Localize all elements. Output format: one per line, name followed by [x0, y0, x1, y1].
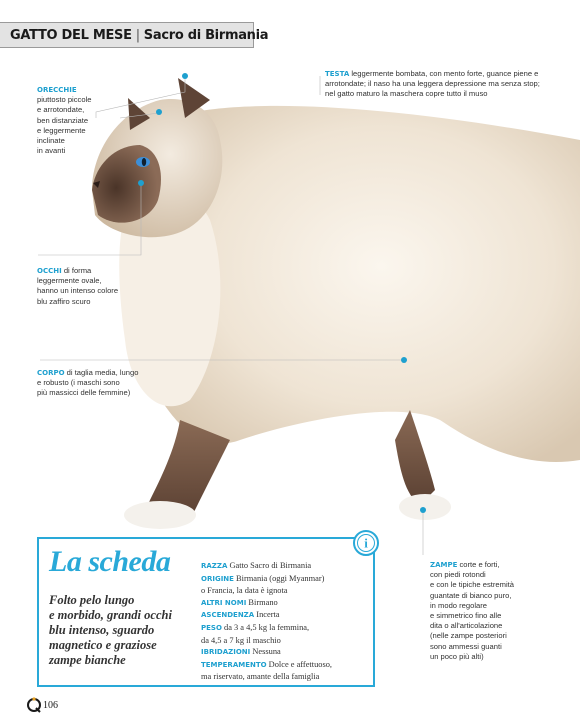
- header-category: GATTO DEL MESE: [10, 27, 132, 43]
- annotation-corpo: [37, 368, 167, 399]
- info-icon-glyph: i: [364, 535, 368, 551]
- spec-row-peso-cont: da 4,5 a 7 kg il maschio: [201, 635, 281, 645]
- spec-row-altri-nomi: [201, 597, 371, 610]
- annotation-occhi-line: blu zaffiro scuro: [37, 296, 91, 306]
- annotation-zampe-line: dita o all'articolazione: [430, 621, 503, 631]
- tagline-line: magnetico e graziose: [49, 638, 157, 652]
- page-footer: [26, 697, 58, 713]
- spec-row-origine-cont: o Francia, la data è ignota: [201, 586, 288, 596]
- spec-value: Birmania (oggi Myanmar): [233, 573, 325, 583]
- annotation-occhi-first: di forma: [61, 266, 92, 275]
- spec-row-temperamento-cont: ma riservato, amante della famiglia: [201, 672, 320, 682]
- spec-label: PESO: [201, 623, 222, 632]
- scheda-specs: [201, 560, 371, 683]
- annotation-orecchie-line: e arrotondate,: [37, 105, 85, 115]
- spec-row-razza: [201, 560, 371, 573]
- annotation-zampe: [430, 560, 555, 662]
- page-number: 106: [43, 699, 58, 711]
- spec-value: Birmano: [246, 597, 278, 607]
- spec-label: ORIGINE: [201, 574, 234, 583]
- annotation-orecchie-line: inclinate: [37, 136, 65, 146]
- scheda-title: La scheda: [49, 545, 171, 578]
- annotation-zampe-line: in modo regolare: [430, 600, 487, 610]
- spec-label: IBRIDAZIONI: [201, 648, 251, 657]
- annotation-testa-text: leggermente bombata, con mento forte, guance piene e arrotondate; il naso ha una leggera depressione ma senza stop; nel gatto maturo la maschera copre tutto il muso: [325, 69, 540, 99]
- tagline-line: blu intenso, sguardo: [49, 623, 155, 637]
- spec-value: Nessuna: [250, 647, 281, 657]
- spec-row-temperamento: [201, 659, 371, 672]
- annotation-corpo-line: e robusto (i maschi sono: [37, 378, 120, 388]
- annotation-zampe-line: guantate di bianco puro,: [430, 590, 512, 600]
- annotation-corpo-key: CORPO: [37, 369, 65, 377]
- tagline-line: zampe bianche: [49, 653, 126, 667]
- annotation-occhi-key: OCCHI: [37, 267, 62, 275]
- annotation-zampe-line: e con le tipiche estremità: [430, 580, 514, 590]
- annotation-orecchie: [37, 85, 137, 156]
- annotation-orecchie-key: ORECCHIE: [37, 86, 77, 94]
- annotation-corpo-first: di taglia media, lungo: [64, 368, 139, 377]
- header-title: Sacro di Birmania: [143, 27, 269, 43]
- spec-label: RAZZA: [201, 562, 228, 570]
- spec-row-peso: [201, 622, 371, 635]
- spec-value: Incerta: [254, 610, 280, 620]
- annotation-occhi: [37, 266, 157, 307]
- spec-label: TEMPERAMENTO: [201, 660, 267, 669]
- annotation-orecchie-line: piuttosto piccole: [37, 95, 92, 105]
- spec-value: da 3 a 4,5 kg la femmina,: [221, 622, 310, 632]
- annotation-zampe-line: un poco più alti): [430, 651, 484, 661]
- annotation-corpo-line: più massicci delle femmine): [37, 388, 131, 398]
- spec-value: Gatto Sacro di Birmania: [227, 561, 312, 570]
- annotation-testa: [325, 69, 540, 100]
- annotation-zampe-first: corte e forti,: [457, 560, 500, 569]
- tagline-line: Folto pelo lungo: [49, 593, 135, 607]
- spec-label: ALTRI NOMI: [201, 598, 247, 607]
- annotation-orecchie-line: ben distanziate: [37, 115, 89, 125]
- annotation-orecchie-line: in avanti: [37, 146, 66, 156]
- annotation-occhi-line: leggermente ovale,: [37, 276, 102, 286]
- annotation-orecchie-line: e leggermente: [37, 125, 86, 135]
- annotation-zampe-line: sono ammessi guanti: [430, 641, 502, 651]
- info-icon: [353, 530, 379, 556]
- spec-label: ASCENDENZA: [201, 611, 255, 620]
- header-separator: |: [135, 27, 140, 43]
- magazine-logo-icon: [26, 697, 42, 713]
- annotation-zampe-line: (nelle zampe posteriori: [430, 631, 507, 641]
- spec-row-origine: [201, 573, 371, 586]
- annotation-zampe-key: ZAMPE: [430, 561, 458, 569]
- spec-row-ibridazioni: [201, 646, 371, 659]
- annotation-testa-key: TESTA: [325, 70, 350, 78]
- annotation-zampe-line: con piedi rotondi: [430, 570, 486, 580]
- annotation-zampe-line: e simmetrico fino alle: [430, 611, 502, 621]
- spec-row-ascendenza: [201, 609, 371, 622]
- tagline-line: e morbido, grandi occhi: [49, 608, 172, 622]
- spec-value: Dolce e affettuoso,: [266, 659, 333, 669]
- scheda-tagline: [49, 593, 184, 668]
- annotation-occhi-line: hanno un intenso colore: [37, 286, 119, 296]
